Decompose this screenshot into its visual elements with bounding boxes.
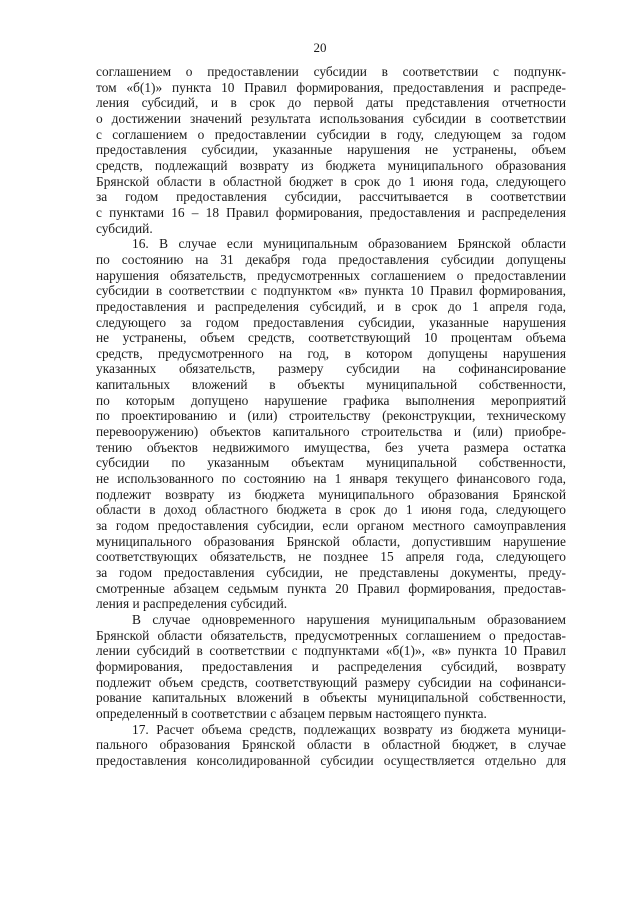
text-line: с соглашением о предоставлении субсидии в году, следующем за годом <box>96 126 566 142</box>
text-line: по проектированию и (или) строительству (реконструкции, техническому <box>96 408 566 424</box>
text-line: тению объектов недвижимого имущества, без учета размера остатка <box>96 439 566 455</box>
text-line: о достижении значений результата использования субсидии в соответствии <box>96 110 566 126</box>
page-number: 20 <box>313 40 327 55</box>
text-line: рование капитальных вложений в объекты муниципальной собственности, <box>96 690 566 706</box>
text-line: средств, подлежащий возврату из бюджета муниципального образования <box>96 157 566 173</box>
text-line: ления и распределения субсидий. <box>96 596 288 612</box>
text-line: 16. В случае если муниципальным образованием Брянской области <box>132 236 566 252</box>
text-line: по состоянию на 31 декабря года предоставления субсидии допущены <box>96 251 566 267</box>
text-line: подлежит возврату из бюджета муниципального образования Брянской <box>96 486 566 502</box>
text-line: Брянской области в областной бюджет в срок до 1 июня года, следующего <box>96 173 566 189</box>
text-line: капитальных вложений в объекты муниципальной собственности, <box>96 377 566 393</box>
text-line: субсидии в соответствии с подпунктом «в» пункта 10 Правил формирования, <box>96 283 566 299</box>
text-line: нарушения обязательств, предусмотренных соглашением о предоставлении <box>96 267 566 283</box>
text-line: смотренные абзацем седьмым пункта 20 Правил формирования, предостав- <box>96 580 566 596</box>
text-line: средств, предусмотренного на год, в котором допущены нарушения <box>96 345 566 361</box>
text-line: субсидии по указанным объектам муниципальной собственности, <box>96 455 566 471</box>
text-line: перевооружению) объектов капитального строительства и (или) приобре- <box>96 424 566 440</box>
paragraph-item-16 <box>96 236 566 612</box>
text-line: муниципального образования Брянской области, допустившим нарушение <box>96 533 566 549</box>
text-line: за годом предоставления субсидии, рассчитывается в соответствии <box>96 189 566 205</box>
text-line: лении субсидий в соответствии с подпунктами «б(1)», «в» пункта 10 Правил <box>96 643 566 659</box>
text-line: Брянской области обязательств, предусмотренных соглашением о предостав- <box>96 627 566 643</box>
text-line: предоставления и распределения субсидий, и в срок до 1 апреля года, <box>96 298 566 314</box>
text-line: том «б(1)» пункта 10 Правил формирования, предоставления и распреде- <box>96 79 566 95</box>
paragraph-item-16-para-2 <box>96 612 566 722</box>
paragraph-continuation <box>96 64 566 236</box>
text-line: следующего за годом предоставления субсидии, указанные нарушения <box>96 314 566 330</box>
text-line: с пунктами 16 – 18 Правил формирования, предоставления и распределения <box>96 204 566 220</box>
text-line: предоставления субсидии, указанные нарушения не устранены, объем <box>96 142 566 158</box>
text-line: не использованного по состоянию на 1 января текущего финансового года, <box>96 471 566 487</box>
text-line: 17. Расчет объема средств, подлежащих возврату из бюджета муници- <box>132 721 566 737</box>
text-line: подлежит объем средств, соответствующий размеру субсидии на софинанси- <box>96 674 566 690</box>
text-line: субсидий. <box>96 220 153 236</box>
text-line: определенный в соответствии с абзацем первым настоящего пункта. <box>96 705 487 721</box>
text-line: ления субсидий, и в срок до первой даты представления отчетности <box>96 95 566 111</box>
text-line: соответствующих обязательств, не позднее 15 апреля года, следующего <box>96 549 566 565</box>
text-line: по которым допущено нарушение графика выполнения мероприятий <box>96 392 566 408</box>
text-line: соглашением о предоставлении субсидии в соответствии с подпунк- <box>96 64 566 79</box>
text-line: формирования, предоставления и распределения субсидий, возврату <box>96 658 566 674</box>
text-line: не устранены, объем средств, соответствующий 10 процентам объема <box>96 330 566 346</box>
text-line: В случае одновременного нарушения муниципальным образованием <box>132 611 566 627</box>
text-line: пального образования Брянской области в областной бюджет, в случае <box>96 737 566 753</box>
text-line: области в доход областного бюджета в срок до 1 июня года, следующего <box>96 502 566 518</box>
text-line: указанных обязательств, размеру субсидии на софинансирование <box>96 361 566 377</box>
document-body <box>96 64 566 769</box>
text-line: предоставления консолидированной субсидии осуществляется отдельно для <box>96 752 566 768</box>
text-line: за годом предоставления субсидии, если органом местного самоуправления <box>96 518 566 534</box>
paragraph-item-17 <box>96 722 566 769</box>
text-line: за годом предоставления субсидии, не представлены документы, преду- <box>96 565 566 580</box>
